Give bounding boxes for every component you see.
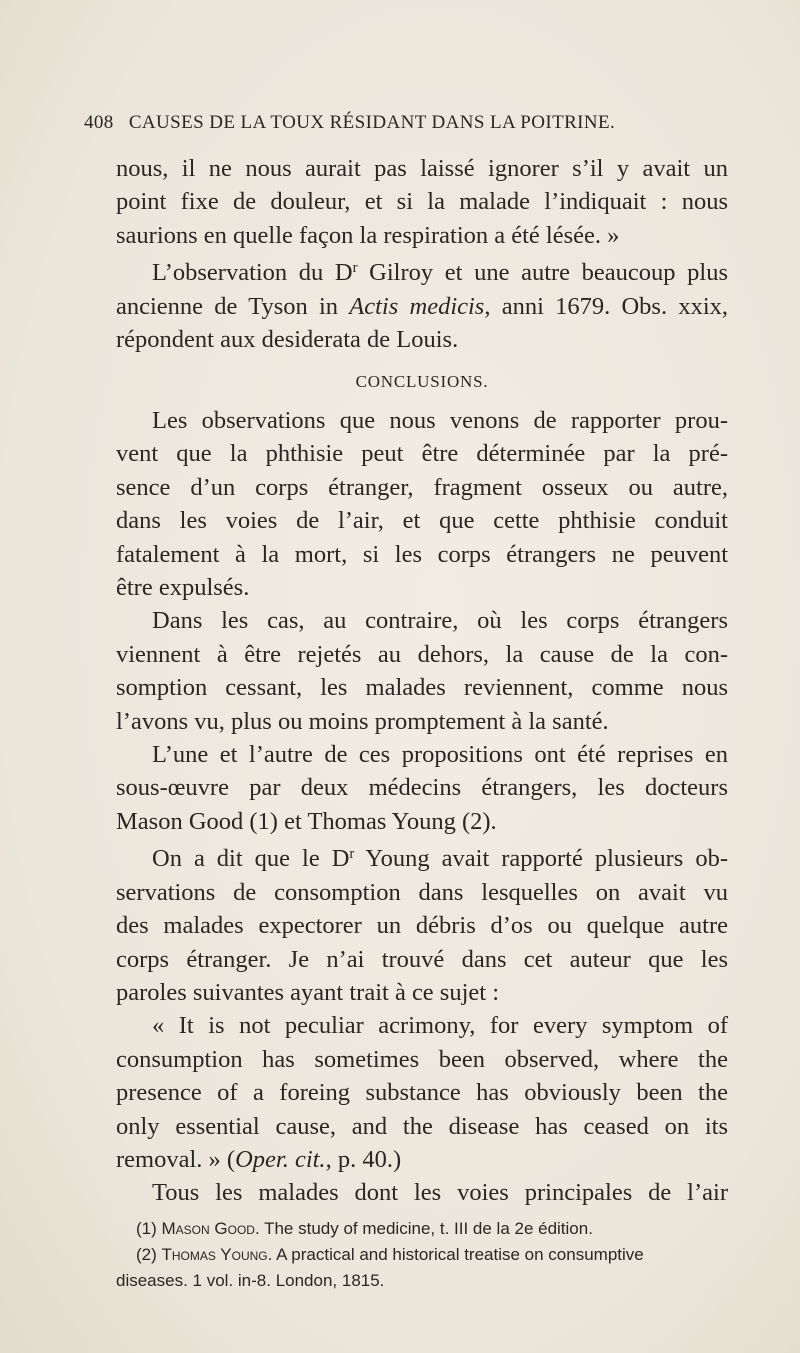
running-head (84, 112, 724, 134)
footnote-author: Mason Good (161, 1219, 255, 1238)
quote-line: presence of a foreing substance has obviously been the (116, 1079, 728, 1107)
text-line: sence d’un corps étranger, fragment osseux ou autre, (116, 473, 728, 501)
footnote-text: . A practical and historical treatise on consumptive (267, 1245, 644, 1264)
footnotes (116, 1216, 736, 1294)
text-line: l’avons vu, plus ou moins promptement à la santé. (116, 707, 609, 735)
footnote-1 (116, 1216, 736, 1242)
page-number: 408 (84, 112, 114, 133)
quote-line: « It is not peculiar acrimony, for every symptom of (152, 1012, 728, 1040)
text-run: Young avait rapporté plusieurs ob- (354, 845, 728, 873)
text-line: viennent à être rejetés au dehors, la cause de la con- (116, 640, 728, 668)
text-line: Mason Good (1) et Thomas Young (2). (116, 807, 497, 835)
text-line: point fixe de douleur, et si la malade l’indiquait : nous (116, 188, 728, 216)
text-line: Les observations que nous venons de rapporter prou- (152, 406, 728, 434)
text-line: fatalement à la mort, si les corps étrangers ne peuvent (116, 540, 728, 568)
text-line: Dans les cas, au contraire, où les corps étrangers (152, 607, 728, 635)
text-run: ancienne de Tyson in (116, 292, 350, 320)
text-line: être expulsés. (116, 573, 250, 601)
text-line: nous, il ne nous aurait pas laissé ignorer s’il y avait un (116, 155, 728, 182)
body-text (116, 152, 728, 1210)
superscript: r (352, 260, 358, 277)
text-run: On a dit que le D (152, 845, 350, 873)
text-run: , p. 40.) (325, 1145, 402, 1173)
text-line: sous-œuvre par deux médecins étrangers, les docteurs (116, 774, 728, 802)
text-run: Gilroy et une autre beaucoup plus (357, 259, 729, 287)
text-line: paroles suivantes ayant trait à ce sujet : (116, 978, 500, 1006)
quote-line: consumption has sometimes been observed, where the (116, 1045, 728, 1073)
text-line: L’une et l’autre de ces propositions ont été reprises en (152, 740, 728, 768)
text-line: vent que la phthisie peut être déterminée par la pré- (116, 440, 728, 468)
section-heading: CONCLUSIONS. (355, 371, 489, 391)
footnote-marker: (2) (136, 1245, 162, 1264)
running-title: CAUSES DE LA TOUX RÉSIDANT DANS LA POITRINE. (128, 112, 616, 133)
superscript: r (349, 846, 355, 863)
italic-citation: Oper. cit. (235, 1145, 326, 1173)
quote-line (116, 1143, 728, 1176)
text-line: dans les voies de l’air, et que cette phthisie conduit (116, 507, 728, 535)
text-line: servations de consomption dans lesquelles on avait vu (116, 878, 728, 906)
footnote-text: . The study of medicine, t. III de la 2e édition. (254, 1219, 593, 1238)
quote-line: only essential cause, and the disease has ceased on its (116, 1112, 728, 1140)
text-line: somption cessant, les malades reviennent, comme nous (116, 674, 728, 702)
text-run: L’observation du D (152, 259, 353, 287)
text-line: répondent aux desiderata de Louis. (116, 326, 459, 354)
footnote-author: Thomas Young (161, 1245, 268, 1264)
text-run: removal. » ( (116, 1145, 236, 1173)
footnote-marker: (1) (136, 1219, 162, 1238)
footnote-2-continuation: diseases. 1 vol. in-8. London, 1815. (116, 1271, 385, 1290)
footnote-2 (116, 1242, 736, 1268)
text-line (116, 838, 728, 875)
text-line: corps étranger. Je n’ai trouvé dans cet auteur que les (116, 945, 728, 973)
italic-title: Actis medicis (349, 292, 485, 320)
text-line: des malades expectorer un débris d’os ou quelque autre (116, 912, 728, 940)
text-line: saurions en quelle façon la respiration a été lésée. » (116, 221, 620, 249)
text-line: Tous les malades dont les voies principales de l’air (152, 1179, 728, 1207)
text-line (116, 290, 728, 323)
text-line (116, 252, 728, 289)
text-run: , anni 1679. Obs. xxix, (484, 292, 728, 320)
